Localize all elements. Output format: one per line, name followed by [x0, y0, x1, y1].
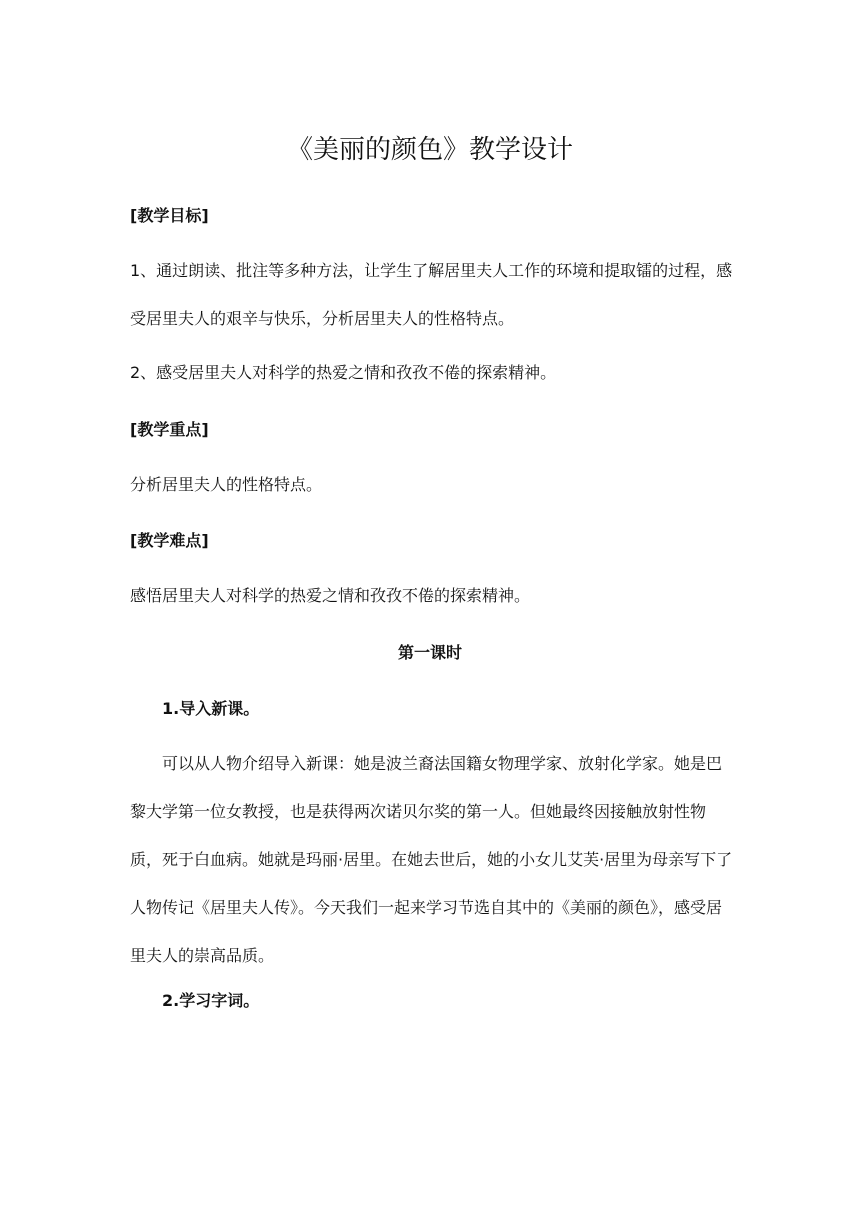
lesson-heading: 第一课时 [397, 643, 462, 662]
key-points-heading: [教学重点] [130, 420, 209, 439]
difficulty-heading: [教学难点] [130, 531, 209, 550]
objective-2: 2、感受居里夫人对科学的热爱之情和孜孜不倦的探索精神。 [130, 363, 557, 382]
step-1-heading: 1.导入新课。 [162, 699, 260, 718]
step-2-heading: 2.学习字词。 [162, 991, 260, 1010]
difficulty-text: 感悟居里夫人对科学的热爱之情和孜孜不倦的探索精神。 [130, 586, 531, 605]
objectives-heading: [教学目标] [130, 206, 209, 225]
step-1-text: 可以从人物介绍导入新课：她是波兰裔法国籍女物理学家、放射化学家。她是巴黎大学第一位女教授，也是获得两次诺贝尔奖的第一人。但她最终因接触放射性物质，死于白血病。她就是玛丽·居里。在她去世后，她的小女儿艾芙·居里为母亲写下了人物传记《居里夫人传》。今天我们一起来学习节选自其中的《美丽的颜色》，感受居里夫人的崇高品质。 [130, 754, 733, 965]
key-points-text: 分析居里夫人的性格特点。 [130, 475, 323, 494]
objective-1: 1、通过朗读、批注等多种方法，让学生了解居里夫人工作的环境和提取镭的过程，感受居里夫人的艰辛与快乐，分析居里夫人的性格特点。 [130, 261, 733, 328]
document-title: 《美丽的颜色》教学设计 [286, 135, 573, 165]
